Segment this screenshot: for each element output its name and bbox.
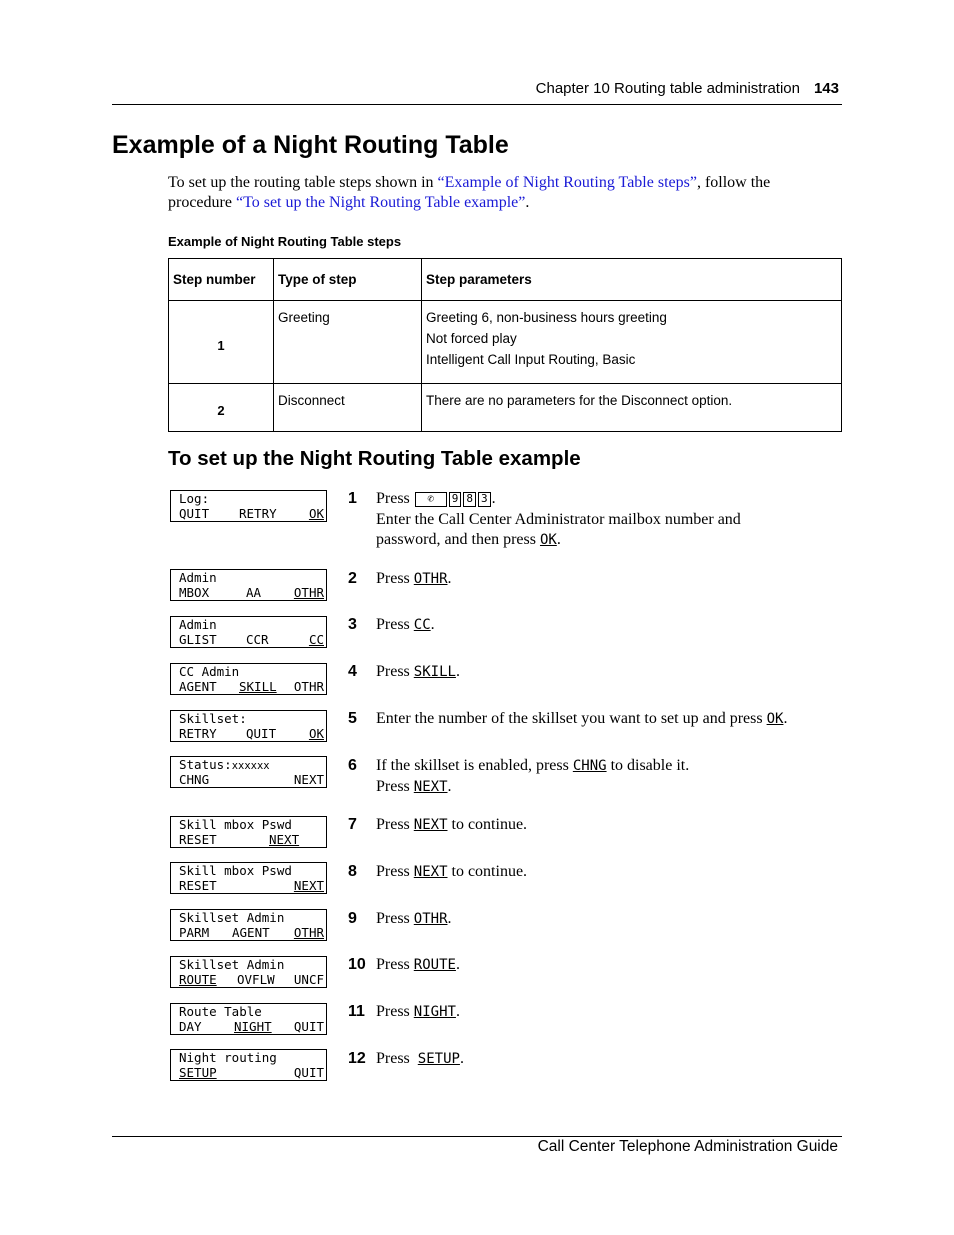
display-admin: Admin MBOX AA OTHR (170, 569, 327, 601)
softkey-skill[interactable]: SKILL (239, 679, 277, 694)
softkey-retry[interactable]: RETRY (179, 726, 217, 741)
key-9: 9 (449, 492, 462, 507)
softkey-aa[interactable]: AA (246, 585, 262, 600)
col-header-step-number: Step number (169, 259, 274, 301)
cell-type: Disconnect (274, 384, 422, 432)
cell-type: Greeting (274, 301, 422, 384)
routing-steps-table (168, 258, 842, 432)
step-text: Press CC. (376, 616, 435, 633)
step-text: Press SKILL. (376, 663, 460, 680)
display-status: Status:xxxxxx CHNG NEXT (170, 756, 327, 788)
display-night-routing: Night routing SETUP QUIT (170, 1049, 327, 1081)
table-header-row (169, 259, 842, 301)
col-header-step-parameters: Step parameters (422, 259, 842, 301)
running-header (112, 80, 842, 97)
softkey-ccr[interactable]: CCR (246, 632, 269, 647)
key-8: 8 (463, 492, 476, 507)
cell-step-number: 1 (169, 301, 274, 384)
softkey-othr[interactable]: OTHR (293, 679, 324, 694)
softkey-retry[interactable]: RETRY (239, 506, 277, 521)
display-cc-admin: CC Admin AGENT SKILL OTHR (170, 663, 327, 695)
step-number: 6 (348, 757, 357, 774)
step-number: 1 (348, 490, 357, 507)
col-header-type-of-step: Type of step (274, 259, 422, 301)
display-skillset: Skillset: RETRY QUIT OK (170, 710, 327, 742)
softkey-glist[interactable]: GLIST (179, 632, 217, 647)
page-title: Example of a Night Routing Table (112, 131, 509, 159)
display-skillset-admin: Skillset Admin ROUTE OVFLW UNCF (170, 956, 327, 988)
step-text: Press OTHR. (376, 570, 452, 587)
link-procedure[interactable]: “To set up the Night Routing Table example” (235, 194, 526, 211)
link-table-steps[interactable]: “Example of Night Routing Table steps” (437, 174, 697, 191)
footer-rule (112, 1136, 842, 1137)
step-number: 2 (348, 570, 357, 587)
step-number: 4 (348, 663, 357, 680)
table-caption: Example of Night Routing Table steps (168, 234, 402, 249)
step-text: If the skillset is enabled, press CHNG to disable it. Press NEXT. (376, 757, 690, 795)
softkey-parm[interactable]: PARM (179, 925, 210, 940)
softkey-mbox[interactable]: MBOX (179, 585, 210, 600)
table-row (169, 301, 842, 384)
softkey-agent[interactable]: AGENT (232, 925, 270, 940)
key-3: 3 (478, 492, 491, 507)
chapter-title: Chapter 10 Routing table administration (535, 80, 800, 97)
softkey-reset[interactable]: RESET (179, 878, 217, 893)
step-text: Press OTHR. (376, 910, 452, 927)
display-skill-mbox-pswd: Skill mbox Pswd RESET NEXT (170, 816, 327, 848)
step-text: Press ✆ 9 8 3 . Enter the Call Center Administrator mailbox number and password, and then press OK. (376, 490, 741, 548)
softkey-next[interactable]: NEXT (293, 878, 324, 893)
softkey-setup[interactable]: SETUP (179, 1065, 217, 1080)
softkey-reset[interactable]: RESET (179, 832, 217, 847)
step-number: 8 (348, 863, 357, 880)
softkey-quit[interactable]: QUIT (246, 726, 277, 741)
step-number: 5 (348, 710, 357, 727)
softkey-quit[interactable]: QUIT (293, 1019, 324, 1034)
softkey-quit[interactable]: QUIT (293, 1065, 324, 1080)
footer-title: Call Center Telephone Administration Guide (537, 1138, 838, 1155)
display-log: Log: QUIT RETRY OK (170, 490, 327, 522)
display-skill-mbox-pswd: Skill mbox Pswd RESET NEXT (170, 862, 327, 894)
step-number: 11 (348, 1003, 365, 1020)
softkey-route[interactable]: ROUTE (179, 972, 217, 987)
softkey-uncf[interactable]: UNCF (293, 972, 324, 987)
softkey-next[interactable]: NEXT (269, 832, 300, 847)
softkey-ovflw[interactable]: OVFLW (237, 972, 275, 987)
softkey-day[interactable]: DAY (179, 1019, 202, 1034)
step-text: Press NEXT to continue. (376, 816, 528, 833)
step-number: 3 (348, 616, 357, 633)
softkey-quit[interactable]: QUIT (179, 506, 210, 521)
softkey-night[interactable]: NIGHT (234, 1019, 272, 1034)
step-number: 7 (348, 816, 357, 833)
step-text: Press SETUP. (376, 1050, 464, 1067)
table-row (169, 384, 842, 432)
softkey-ok[interactable]: OK (308, 726, 324, 741)
softkey-agent[interactable]: AGENT (179, 679, 217, 694)
cell-params: Greeting 6, non-business hours greeting Not forced play Intelligent Call Input Routing, Basic (422, 301, 842, 384)
procedure-title: To set up the Night Routing Table example (168, 447, 581, 470)
step-text: Press NIGHT. (376, 1003, 460, 1020)
softkey-cc[interactable]: CC (308, 632, 324, 647)
step-number: 12 (348, 1050, 366, 1067)
page-number: 143 (813, 80, 839, 97)
softkey-ok[interactable]: OK (308, 506, 324, 521)
step-text: Press NEXT to continue. (376, 863, 528, 880)
softkey-chng[interactable]: CHNG (179, 772, 210, 787)
display-admin: Admin GLIST CCR CC (170, 616, 327, 648)
header-rule (112, 104, 842, 105)
display-skillset-admin: Skillset Admin PARM AGENT OTHR (170, 909, 327, 941)
step-number: 9 (348, 910, 357, 927)
cell-params: There are no parameters for the Disconnect option. (422, 384, 842, 432)
step-text: Press ROUTE. (376, 956, 460, 973)
softkey-othr[interactable]: OTHR (293, 585, 324, 600)
intro-paragraph: To set up the routing table steps shown in “Example of Night Routing Table steps”, follow the procedure “To set up the Night Routing Table example”. (168, 174, 771, 211)
phone-key-icon: ✆ (415, 492, 447, 507)
cell-step-number: 2 (169, 384, 274, 432)
display-route-table: Route Table DAY NIGHT QUIT (170, 1003, 327, 1035)
step-number: 10 (348, 956, 366, 973)
step-text: Enter the number of the skillset you want to set up and press OK. (376, 710, 788, 727)
softkey-othr[interactable]: OTHR (293, 925, 324, 940)
softkey-next[interactable]: NEXT (293, 772, 324, 787)
